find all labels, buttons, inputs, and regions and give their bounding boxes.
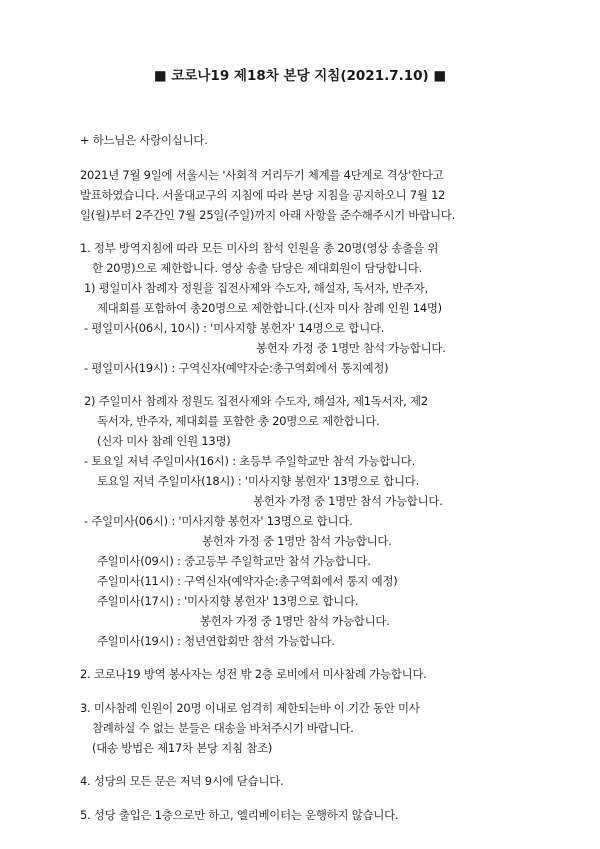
schedule-line: 주일미사(11시) : 구역신자(예약자순:총구역회에서 통지 예정) [97,574,398,588]
schedule-line: 주일미사(17시) : '미사지향 봉헌자' 13명으로 합니다. [97,594,359,608]
item-3-line: (대송 방법은 제17차 본당 지침 참조) [92,741,273,755]
schedule-line: 봉헌자 가정 중 1명만 참석 가능합니다. [253,494,443,508]
item-1-line: 1. 정부 방역지침에 따라 모든 미사의 참석 인원을 총 20명(영상 송출을 위 [80,241,439,255]
sub-2-line: 독서자, 반주자, 제대회를 포함한 총 20명으로 제한합니다. [97,414,380,428]
schedule-line: - 평일미사(19시) : 구역신자(예약자순:총구역회에서 통지예정) [84,361,389,375]
schedule-line: 주일미사(09시) : 중고등부 주일학교만 참석 가능합니다. [97,554,371,568]
schedule-line: - 토요일 저녁 주일미사(16시) : 초등부 주일학교만 참석 가능합니다. [84,454,416,468]
item-3-line: 3. 미사참례 인원이 20명 이내로 엄격히 제한되는바 이 기간 동안 미사 [80,701,420,715]
item-5: 5. 성당 출입은 1층으로만 하고, 엘리베이터는 운행하지 않습니다. [80,808,399,822]
sub-2-line: (신자 미사 참례 인원 13명) [97,434,231,448]
schedule-line: 봉헌자 가정 중 1명만 참석 가능합니다. [202,534,392,548]
intro-line: 2021년 7월 9일에 서울시는 '사회적 거리두기 체계를 4단계로 격상'한다고 [80,168,444,182]
document-title: ■ 코로나19 제18차 본당 지침(2021.7.10) ■ [153,68,447,84]
intro-line: 일(월)부터 2주간인 7월 25일(주일)까지 아래 사항을 준수해주시기 바랍니다. [80,208,456,222]
item-1-line: 한 20명)으로 제한합니다. 영상 송출 담당은 제대회원이 담당합니다. [92,261,423,275]
schedule-line: - 평일미사(06시, 10시) : '미사지향 봉헌자' 14명으로 합니다. [84,321,385,335]
schedule-line: 토요일 저녁 주일미사(18시) : '미사지향 봉헌자' 13명으로 합니다. [97,474,420,488]
schedule-line: - 주일미사(06시) : '미사지향 봉헌자' 13명으로 합니다. [84,514,353,528]
item-4: 4. 성당의 모든 문은 저녁 9시에 닫습니다. [80,774,284,788]
schedule-line: 주일미사(19시) : 청년연합회만 참석 가능합니다. [97,634,335,648]
sub-1-line: 1) 평일미사 참례자 정원을 집전사제와 수도자, 해설자, 독서자, 반주자, [84,281,429,295]
schedule-line: 봉헌자 가정 중 1명만 참석 가능합니다. [200,614,390,628]
item-2: 2. 코로나19 방역 봉사자는 성전 밖 2층 로비에서 미사참례 가능합니다. [80,667,427,681]
intro-line: 발표하였습니다. 서울대교구의 지침에 따라 본당 지침을 공지하오니 7월 12 [80,188,446,202]
greeting: + 하느님은 사랑이십니다. [80,133,208,147]
item-3-line: 참례하실 수 없는 분들은 대송을 바쳐주시기 바랍니다. [92,721,354,735]
sub-1-line: 제대회를 포함하여 총20명으로 제한합니다.(신자 미사 참례 인원 14명) [97,301,442,315]
sub-2-line: 2) 주일미사 참례자 정원도 집전사제와 수도자, 해설자, 제1독서자, 제2 [84,394,428,408]
schedule-line: 봉헌자 가정 중 1명만 참석 가능합니다. [256,341,446,355]
